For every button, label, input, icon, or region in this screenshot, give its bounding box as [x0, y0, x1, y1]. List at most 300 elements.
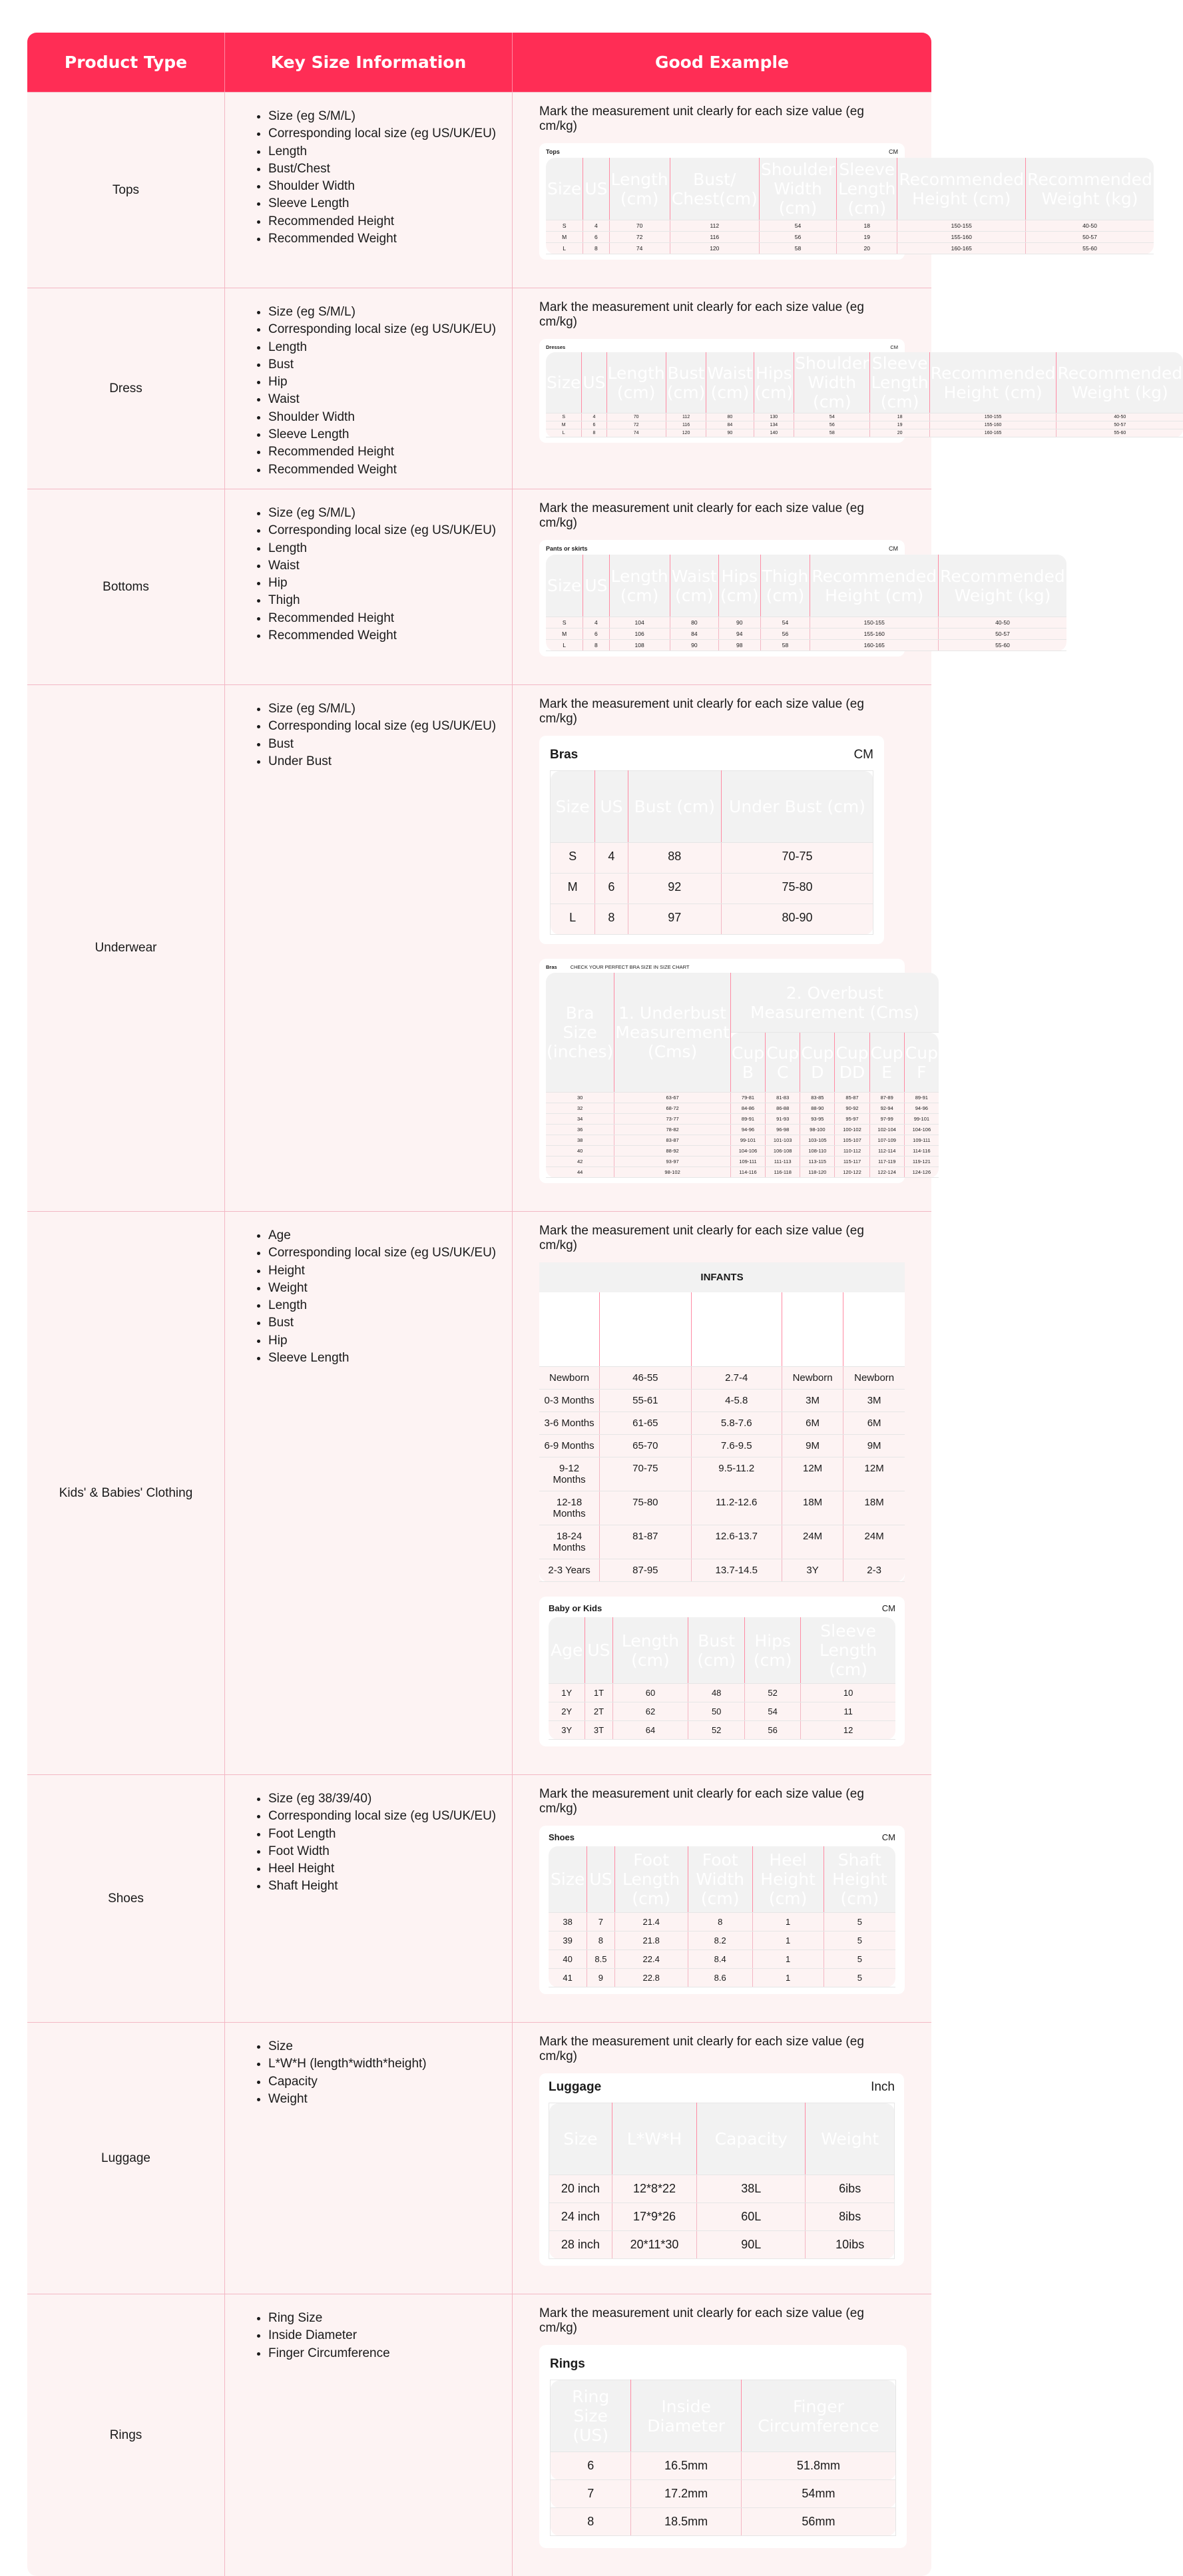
- info-item: • Recommended Height: [268, 610, 511, 627]
- row-shoes: [27, 1774, 931, 2022]
- table-header: [550, 2357, 896, 2372]
- table-title: Tops: [546, 148, 560, 155]
- info-list: [226, 2038, 511, 2108]
- table-row: [546, 1093, 939, 1103]
- table-cell: 54: [794, 413, 870, 421]
- table-cell: 104-106: [730, 1146, 765, 1157]
- table-row: [551, 843, 873, 874]
- table-row: [549, 1684, 895, 1702]
- table-row: [549, 1969, 895, 1987]
- info-item: • Recommended Weight: [268, 627, 511, 644]
- example-card: [539, 339, 1183, 443]
- table-cell: 9M: [782, 1435, 843, 1457]
- table-row: [549, 1950, 895, 1969]
- table-cell: 4: [583, 220, 609, 232]
- table-cell: L: [546, 640, 583, 651]
- info-item: • Foot Width: [268, 1843, 511, 1860]
- table-row: [546, 1114, 939, 1125]
- table-row: [546, 421, 1183, 429]
- cup-header: Cup E: [869, 1033, 904, 1093]
- column-header: Foot Length (cm): [614, 1846, 688, 1913]
- table-cell: 18: [837, 220, 897, 232]
- table-unit: CM: [889, 148, 898, 155]
- column-header: Sleeve Length (cm): [870, 352, 929, 413]
- table-cell: 56: [759, 232, 836, 243]
- info-item: • Age: [268, 1227, 511, 1244]
- table-cell: 93-97: [614, 1157, 731, 1167]
- table-header: [549, 1603, 895, 1613]
- column-header: US: [587, 1846, 614, 1913]
- table-row: [549, 2231, 895, 2259]
- info-item: • Foot Length: [268, 1826, 511, 1843]
- table-row: [551, 2508, 896, 2536]
- table-cell: 109-111: [904, 1135, 939, 1146]
- table-cell: 97-99: [869, 1114, 904, 1125]
- info-item: • Bust: [268, 736, 511, 753]
- header-product-type: Product Type: [27, 33, 225, 92]
- table-cell: 48: [688, 1684, 745, 1702]
- table-cell: 89-91: [904, 1093, 939, 1103]
- info-item: • Inside Diameter: [268, 2327, 511, 2344]
- table-cell: 46-55: [600, 1367, 691, 1390]
- table-cell: 40-50: [1026, 220, 1154, 232]
- column-header: US: [583, 158, 609, 220]
- table-cell: 21.8: [614, 1932, 688, 1950]
- example-card: [539, 2073, 904, 2266]
- table-cell: 120-122: [835, 1167, 869, 1178]
- table-header: [550, 748, 873, 762]
- size-table: [549, 1846, 895, 1987]
- info-item: • Sleeve Length: [268, 1350, 511, 1367]
- table-unit: CM: [853, 748, 873, 762]
- table-cell: 117-119: [869, 1157, 904, 1167]
- table-cell: 73-77: [614, 1114, 731, 1125]
- table-cell: 20: [870, 429, 929, 437]
- info-item: • Corresponding local size (eg US/UK/EU): [268, 125, 511, 142]
- table-row: [549, 2175, 895, 2203]
- table-cell: 20 inch: [549, 2175, 612, 2203]
- bra-chart-table: [546, 973, 939, 1178]
- table-header: [549, 2080, 895, 2095]
- table-cell: 116-118: [766, 1167, 800, 1178]
- table-cell: 3M: [782, 1390, 843, 1412]
- header-key-size-info: Key Size Information: [225, 33, 513, 92]
- table-title: Bras: [550, 748, 579, 762]
- table-cell: 22.8: [614, 1969, 688, 1987]
- table-cell: 39: [549, 1932, 587, 1950]
- info-list: [226, 700, 511, 770]
- table-cell: 86-88: [766, 1103, 800, 1114]
- example-card: [539, 2345, 907, 2548]
- column-header: Sleeve Length (cm): [801, 1617, 895, 1684]
- table-title: Baby or Kids: [549, 1603, 602, 1613]
- column-header: Foot Width (cm): [688, 1846, 752, 1913]
- table-cell: 58: [759, 243, 836, 254]
- table-cell: 52: [745, 1684, 801, 1702]
- table-cell: 7.6-9.5: [691, 1435, 782, 1457]
- table-cell: 88-92: [614, 1146, 731, 1157]
- size-table: [549, 1617, 895, 1740]
- key-info: [225, 684, 513, 1211]
- table-cell: 18M: [782, 1491, 843, 1525]
- table-cell: 11: [801, 1702, 895, 1721]
- table-cell: 95-97: [835, 1114, 869, 1125]
- table-cell: 8.5: [587, 1950, 614, 1969]
- info-item: • Thigh: [268, 592, 511, 609]
- info-item: • Shaft Height: [268, 1878, 511, 1895]
- column-header: Recommended Height (cm): [897, 158, 1026, 220]
- info-item: • Length: [268, 339, 511, 356]
- table-cell: 102-104: [869, 1125, 904, 1135]
- table-cell: 9: [587, 1969, 614, 1987]
- column-header: Age: [549, 1617, 585, 1684]
- table-cell: 105-107: [835, 1135, 869, 1146]
- info-item: • Corresponding local size (eg US/UK/EU): [268, 522, 511, 539]
- table-cell: 75-80: [722, 874, 873, 904]
- table-cell: 114-116: [904, 1146, 939, 1157]
- table-cell: 122-124: [869, 1167, 904, 1178]
- column-header: Waist (cm): [706, 352, 754, 413]
- info-item: • Heel Height: [268, 1860, 511, 1878]
- table-cell: 72: [609, 232, 670, 243]
- table-cell: 92: [628, 874, 721, 904]
- table-cell: 110-112: [835, 1146, 869, 1157]
- table-row: [549, 1913, 895, 1932]
- table-cell: 88-90: [800, 1103, 835, 1114]
- size-guide-table: [27, 33, 1183, 2576]
- table-cell: 44: [546, 1167, 614, 1178]
- table-cell: 55-61: [600, 1390, 691, 1412]
- table-cell: 113-115: [800, 1157, 835, 1167]
- table-cell: 160-165: [929, 429, 1057, 437]
- table-cell: 3Y: [549, 1721, 585, 1740]
- table-cell: 5: [824, 1913, 895, 1932]
- key-info: [225, 1774, 513, 2022]
- table-cell: 18.5mm: [631, 2508, 741, 2536]
- table-cell: 54: [760, 617, 810, 629]
- info-item: • Finger Circumference: [268, 2345, 511, 2362]
- table-row: [539, 1525, 905, 1559]
- header-row: [546, 555, 1066, 617]
- size-table: [546, 555, 1066, 651]
- header-row: [549, 2103, 895, 2175]
- column-header: Ring Size (US): [551, 2380, 631, 2452]
- table-cell: 87-89: [869, 1093, 904, 1103]
- column-header: Height (cm): [600, 1292, 691, 1367]
- table-cell: 2-3 Years: [539, 1559, 600, 1582]
- table-cell: 22.4: [614, 1950, 688, 1969]
- table-cell: 101-103: [766, 1135, 800, 1146]
- good-example: [513, 92, 1152, 288]
- table-cell: 6: [551, 2452, 631, 2480]
- column-header: US: [585, 1617, 612, 1684]
- column-header: Weight: [806, 2103, 895, 2175]
- table-cell: 112: [670, 220, 759, 232]
- table-cell: 3M: [843, 1390, 905, 1412]
- table-cell: 84: [670, 629, 718, 640]
- info-item: • Corresponding local size (eg US/UK/EU): [268, 1244, 511, 1262]
- table-cell: 1: [752, 1950, 824, 1969]
- table-cell: 16.5mm: [631, 2452, 741, 2480]
- header-row: [27, 33, 931, 92]
- table-cell: M: [546, 232, 583, 243]
- key-info: [225, 92, 513, 288]
- header-row: [546, 158, 1154, 220]
- table-cell: 160-165: [897, 243, 1026, 254]
- table-cell: 12-18 Months: [539, 1491, 600, 1525]
- column-header: Length (cm): [612, 1617, 688, 1684]
- info-item: • Ring Size: [268, 2310, 511, 2327]
- example-card: [539, 736, 884, 944]
- table-cell: 68-72: [614, 1103, 731, 1114]
- row-rings: [27, 2294, 931, 2576]
- column-header: Under Bust (cm): [722, 771, 873, 843]
- table-cell: 70: [606, 413, 666, 421]
- table-cell: 6M: [782, 1412, 843, 1435]
- table-row: [549, 2203, 895, 2231]
- info-item: • Size (eg S/M/L): [268, 304, 511, 321]
- info-item: • Bust: [268, 1314, 511, 1332]
- column-header: Heel Height (cm): [752, 1846, 824, 1913]
- table-cell: 56: [794, 421, 870, 429]
- product-type: Underwear: [27, 684, 225, 1211]
- table-cell: 80-90: [722, 904, 873, 935]
- table-row: [546, 1103, 939, 1114]
- table-cell: L: [546, 429, 582, 437]
- table-cell: 1: [752, 1913, 824, 1932]
- bra-chart-title: Bras: [546, 964, 557, 970]
- column-header: Hips (cm): [754, 352, 794, 413]
- table-cell: 90: [706, 429, 754, 437]
- table-cell: 85-87: [835, 1093, 869, 1103]
- table-cell: 80: [670, 617, 718, 629]
- table-cell: 4: [582, 413, 606, 421]
- info-item: • Length: [268, 1297, 511, 1314]
- column-header: Bust (cm): [628, 771, 721, 843]
- column-header: Length (cm): [609, 555, 670, 617]
- table-cell: 41: [549, 1969, 587, 1987]
- key-info: [225, 1211, 513, 1774]
- header-row: [551, 771, 873, 843]
- table-cell: 81-83: [766, 1093, 800, 1103]
- column-header: Recommended Height (cm): [929, 352, 1057, 413]
- table-cell: 2Y: [549, 1702, 585, 1721]
- good-example: [513, 2294, 931, 2576]
- table-row: [546, 413, 1183, 421]
- table-row: [539, 1367, 905, 1390]
- unit-note: Mark the measurement unit clearly for each size value (eg cm/kg): [539, 300, 864, 329]
- good-example: [513, 2022, 931, 2294]
- table-row: [539, 1457, 905, 1491]
- table-cell: M: [546, 629, 583, 640]
- table-cell: 4-5.8: [691, 1390, 782, 1412]
- size-table: [546, 352, 1183, 437]
- table-cell: 84-86: [730, 1103, 765, 1114]
- product-type: Kids' & Babies' Clothing: [27, 1211, 225, 1774]
- info-item: • Weight: [268, 2091, 511, 2108]
- key-info: [225, 2294, 513, 2576]
- table-cell: 92-94: [869, 1103, 904, 1114]
- info-item: • Size (eg S/M/L): [268, 108, 511, 125]
- table-row: [551, 874, 873, 904]
- table-cell: 11.2-12.6: [691, 1491, 782, 1525]
- table-cell: 97: [628, 904, 721, 935]
- key-info: [225, 2022, 513, 2294]
- example-card: [539, 143, 1152, 260]
- info-item: • Hip: [268, 575, 511, 592]
- product-type: Luggage: [27, 2022, 225, 2294]
- table-cell: 6: [583, 232, 609, 243]
- table-cell: 36: [546, 1125, 614, 1135]
- table-row: [539, 1412, 905, 1435]
- column-header: age: [539, 1292, 600, 1367]
- info-item: • Waist: [268, 557, 511, 575]
- table-cell: 78-82: [614, 1125, 731, 1135]
- table-cell: 115-117: [835, 1157, 869, 1167]
- table-cell: 94: [718, 629, 760, 640]
- table-cell: 3Y: [782, 1559, 843, 1582]
- table-cell: 155-160: [897, 232, 1026, 243]
- cup-header: Cup D: [800, 1033, 835, 1093]
- table-cell: 8: [582, 429, 606, 437]
- table-row: [546, 1167, 939, 1178]
- table-cell: 12: [801, 1721, 895, 1740]
- table-cell: 62: [612, 1702, 688, 1721]
- table-cell: 112-114: [869, 1146, 904, 1157]
- table-row: [539, 1559, 905, 1582]
- table-cell: 50-57: [1057, 421, 1183, 429]
- table-row: [546, 1157, 939, 1167]
- table-cell: 8: [595, 904, 628, 935]
- table-cell: 150-155: [929, 413, 1057, 421]
- header-good-example: Good Example: [513, 33, 931, 92]
- table-cell: 50-57: [1026, 232, 1154, 243]
- table-cell: 160-165: [810, 640, 939, 651]
- header-row: [549, 1617, 895, 1684]
- table-cell: 12*8*22: [612, 2175, 696, 2203]
- table-cell: 150-155: [810, 617, 939, 629]
- column-header: US: [595, 771, 628, 843]
- column-header: US Size: [782, 1292, 843, 1367]
- size-table: [546, 158, 1154, 254]
- table-cell: 10: [801, 1684, 895, 1702]
- info-item: • Capacity: [268, 2073, 511, 2091]
- table-row: [546, 1146, 939, 1157]
- good-example: [513, 1211, 931, 1774]
- table-unit: CM: [881, 1603, 895, 1613]
- bra-size-chart-card: [539, 959, 938, 1183]
- info-item: • Size (eg 38/39/40): [268, 1790, 511, 1808]
- table-cell: 96-98: [766, 1125, 800, 1135]
- table-row: [546, 617, 1066, 629]
- table-cell: 84: [706, 421, 754, 429]
- table-row: [549, 1932, 895, 1950]
- unit-note: Mark the measurement unit clearly for each size value (eg cm/kg): [539, 1224, 864, 1252]
- table-cell: 119-121: [904, 1157, 939, 1167]
- table-title: Dresses: [546, 344, 566, 350]
- table-cell: 5: [824, 1969, 895, 1987]
- table-cell: 6: [582, 421, 606, 429]
- column-header: Shoulder Width (cm): [759, 158, 836, 220]
- table-cell: M: [551, 874, 595, 904]
- info-item: • Recommended Weight: [268, 461, 511, 479]
- cup-header: Cup C: [766, 1033, 800, 1093]
- info-item: • Sleeve Length: [268, 426, 511, 443]
- table-row: [546, 232, 1154, 243]
- table-cell: 90: [718, 617, 760, 629]
- table-cell: 72: [606, 421, 666, 429]
- table-cell: 24 inch: [549, 2203, 612, 2231]
- column-header: Size: [549, 1846, 587, 1913]
- column-header: US: [582, 352, 606, 413]
- table-cell: 83-85: [800, 1093, 835, 1103]
- table-cell: 18: [870, 413, 929, 421]
- table-title: Shoes: [549, 1832, 575, 1842]
- table-cell: 74: [609, 243, 670, 254]
- table-cell: S: [546, 220, 583, 232]
- table-cell: 50-57: [939, 629, 1066, 640]
- table-cell: 1: [752, 1969, 824, 1987]
- table-cell: 70: [609, 220, 670, 232]
- table-row: [549, 1721, 895, 1740]
- column-header: Inside Diameter: [631, 2380, 741, 2452]
- table-cell: 7: [551, 2480, 631, 2508]
- column-header: Size: [546, 158, 583, 220]
- column-header: Waist (cm): [670, 555, 718, 617]
- table-cell: 8: [551, 2508, 631, 2536]
- key-info: [225, 489, 513, 684]
- header-row: [546, 352, 1183, 413]
- good-example: [513, 684, 938, 1211]
- table-cell: 56: [745, 1721, 801, 1740]
- column-header: Weight (kg): [691, 1292, 782, 1367]
- table-cell: 8: [688, 1913, 752, 1932]
- table-cell: 65-70: [600, 1435, 691, 1457]
- info-item: • Shoulder Width: [268, 178, 511, 195]
- table-row: [546, 640, 1066, 651]
- table-cell: 60L: [697, 2203, 806, 2231]
- table-cell: 9-12 Months: [539, 1457, 600, 1491]
- info-item: • Hip: [268, 374, 511, 391]
- table-cell: 79-81: [730, 1093, 765, 1103]
- row-tops: [27, 92, 931, 288]
- info-list: [226, 1227, 511, 1367]
- table-cell: 93-95: [800, 1114, 835, 1125]
- table-cell: Newborn: [843, 1367, 905, 1390]
- info-list: [226, 505, 511, 644]
- column-header: Bust (cm): [688, 1617, 745, 1684]
- column-header: Size: [551, 771, 595, 843]
- table-cell: 3-6 Months: [539, 1412, 600, 1435]
- unit-note: Mark the measurement unit clearly for each size value (eg cm/kg): [539, 105, 864, 133]
- unit-note: Mark the measurement unit clearly for each size value (eg cm/kg): [539, 2035, 864, 2063]
- table-cell: 70-75: [722, 843, 873, 874]
- table-unit: Inch: [871, 2080, 895, 2094]
- product-type: Tops: [27, 92, 225, 288]
- column-header: L*W*H: [612, 2103, 696, 2175]
- table-cell: 18M: [843, 1491, 905, 1525]
- table-unit: CM: [881, 1832, 895, 1842]
- column-header: Length (cm): [609, 158, 670, 220]
- table-cell: 13.7-14.5: [691, 1559, 782, 1582]
- table-cell: 99-101: [730, 1135, 765, 1146]
- info-item: • Sleeve Length: [268, 195, 511, 212]
- info-item: • Recommended Height: [268, 213, 511, 230]
- info-item: • Length: [268, 540, 511, 557]
- table-cell: 12M: [843, 1457, 905, 1491]
- table-row: [549, 1702, 895, 1721]
- table-row: [551, 2480, 896, 2508]
